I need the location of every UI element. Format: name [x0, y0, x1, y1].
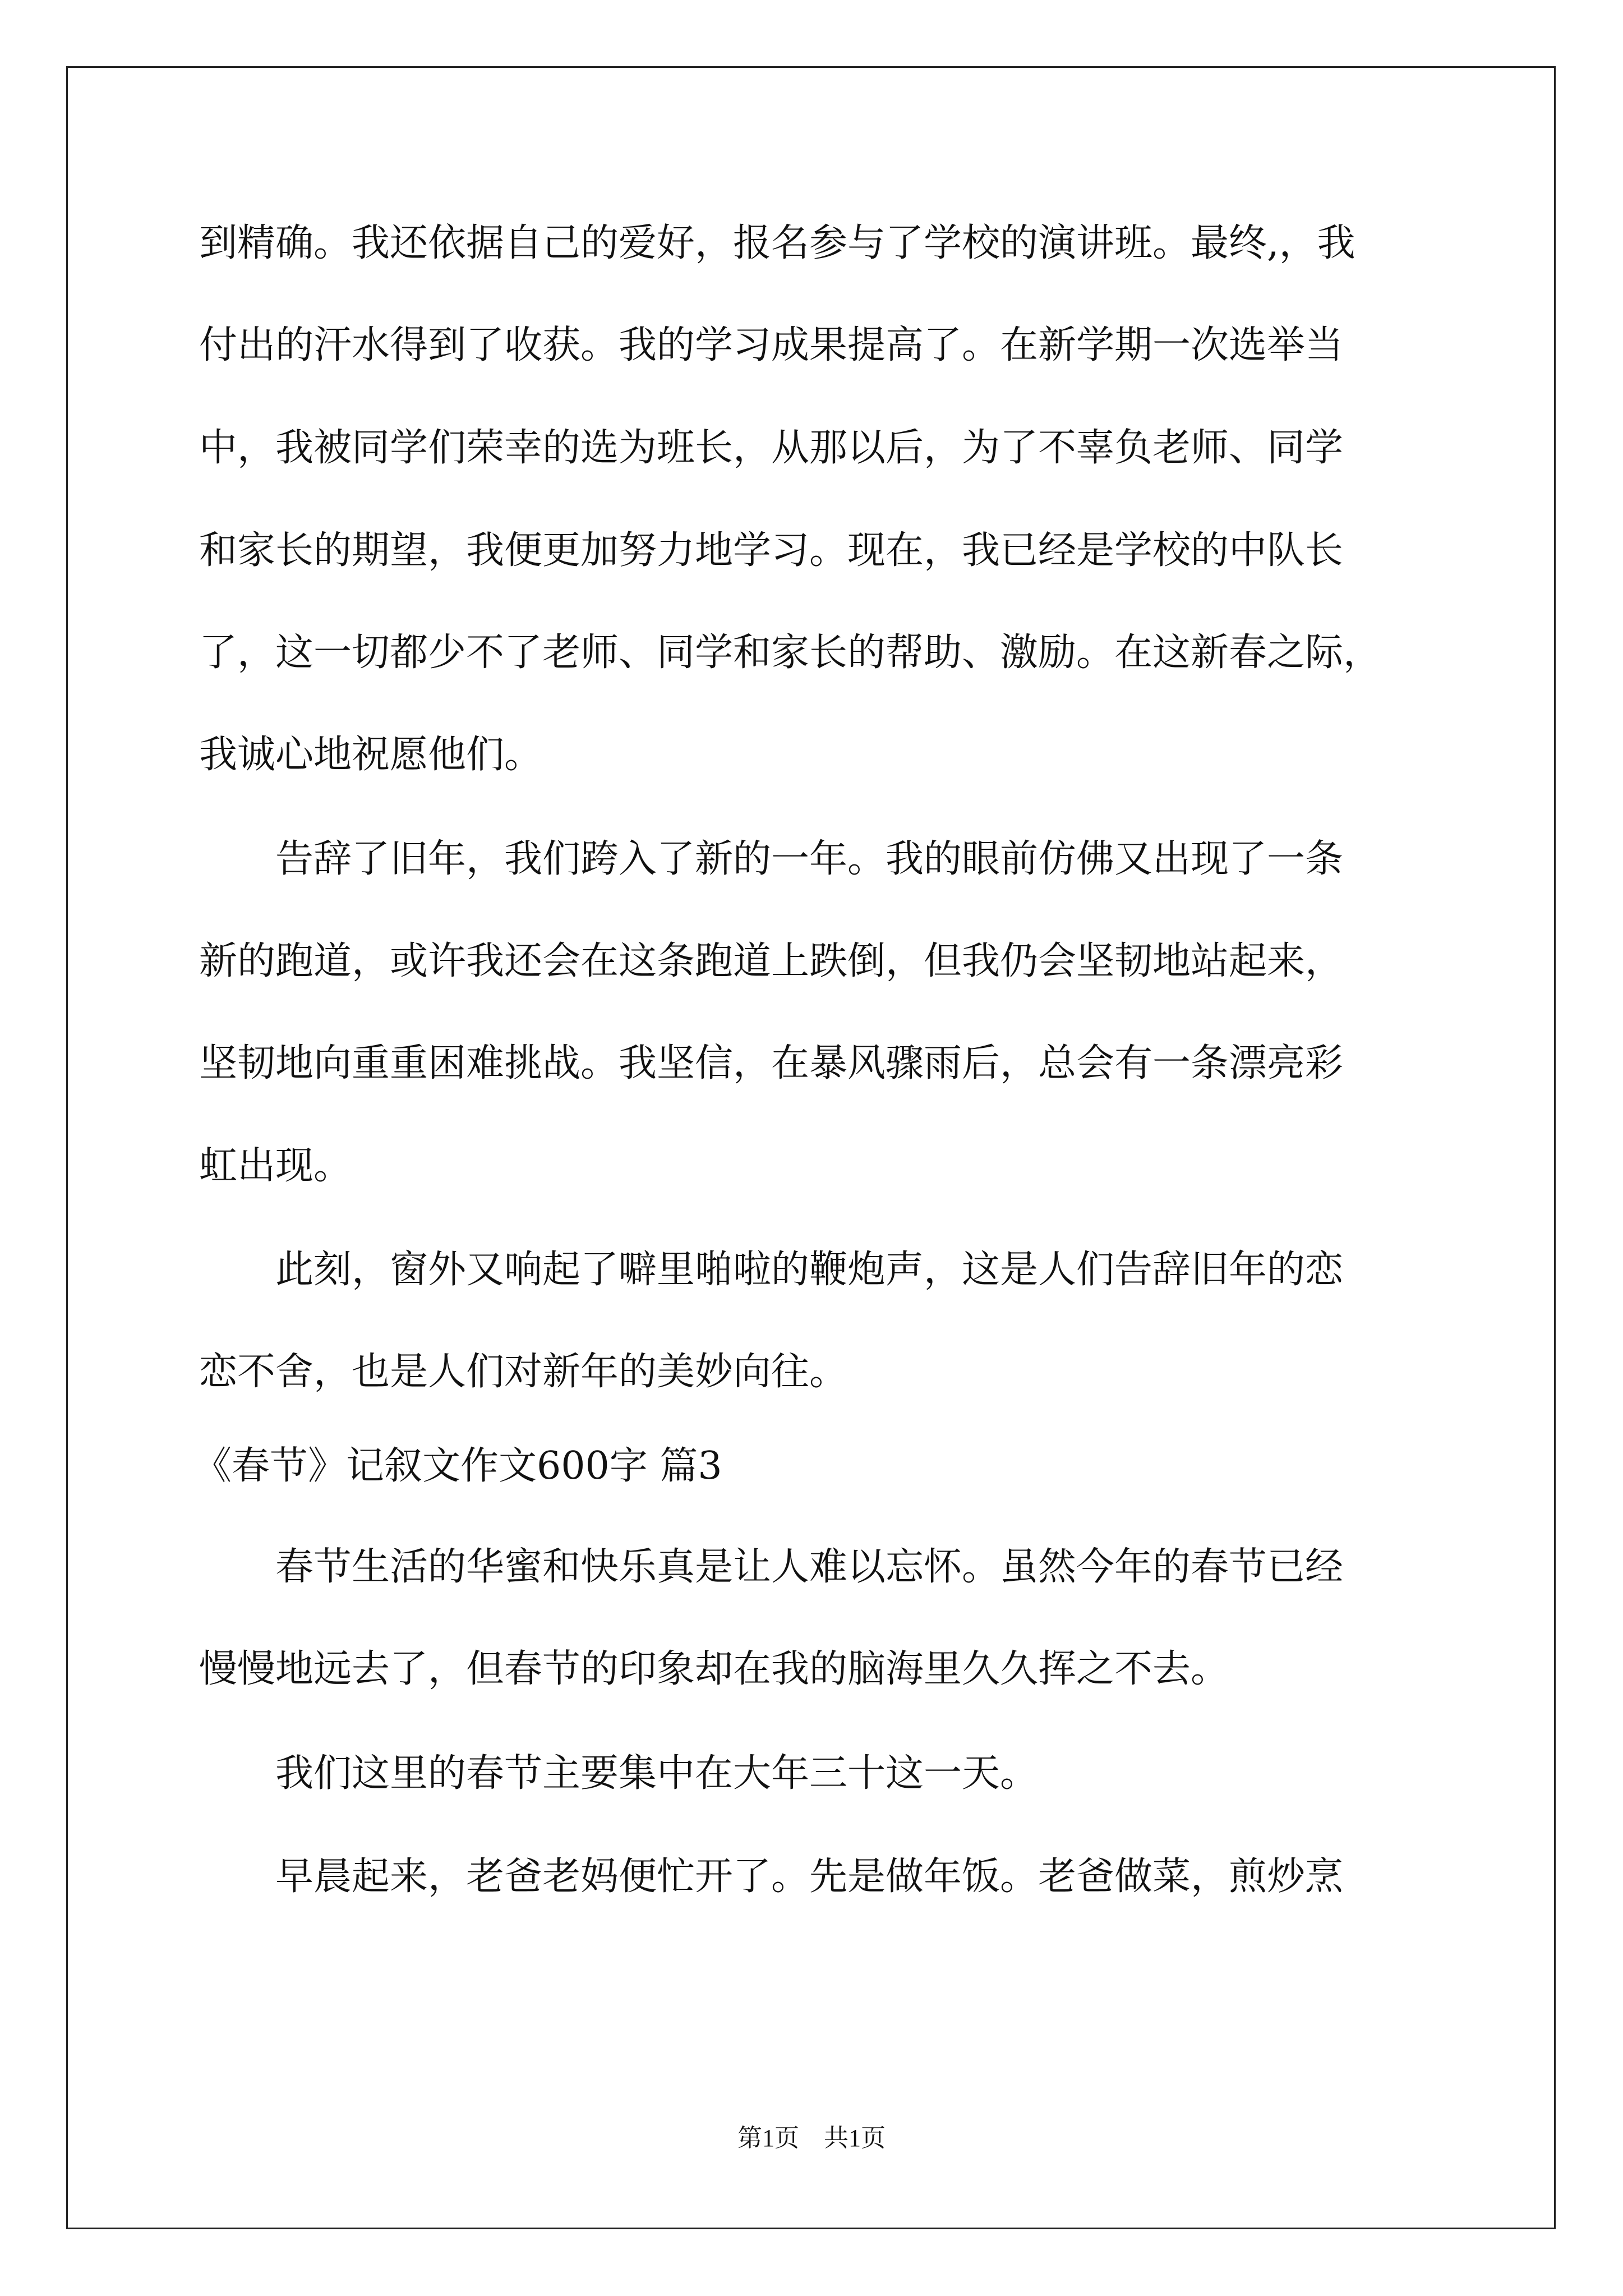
- text-line: 和家长的期望，我便更加努力地学习。现在，我已经是学校的中队长: [199, 528, 1344, 573]
- text-line: 虹出现。: [199, 1144, 352, 1188]
- text-line: 我诚心地祝愿他们。: [199, 733, 543, 777]
- text-line: 慢慢地远去了，但春节的印象却在我的脑海里久久挥之不去。: [199, 1647, 1229, 1691]
- text-line: 恋不舍，也是人们对新年的美妙向往。: [199, 1350, 848, 1394]
- text-line: 中，我被同学们荣幸的选为班长，从那以后，为了不辜负老师、同学: [199, 426, 1344, 470]
- text-line: 春节生活的华蜜和快乐真是让人难以忘怀。虽然今年的春节已经: [199, 1545, 1344, 1589]
- text-line: 早晨起来，老爸老妈便忙开了。先是做年饭。老爸做菜，煎炒烹: [199, 1855, 1344, 1899]
- text-line: 付出的汗水得到了收获。我的学习成果提高了。在新学期一次选举当: [199, 323, 1344, 367]
- text-line: 此刻，窗外又响起了噼里啪啦的鞭炮声，这是人们告辞旧年的恋: [199, 1248, 1344, 1292]
- page-footer: 第1页 共1页: [737, 2124, 886, 2152]
- text-line: 到精确。我还依据自己的爱好，报名参与了学校的演讲班。最终,，我: [199, 221, 1355, 265]
- section-heading: 《春节》记叙文作文600字 篇3: [193, 1444, 722, 1488]
- text-line: 新的跑道，或许我还会在这条跑道上跌倒，但我仍会坚韧地站起来，: [199, 939, 1344, 983]
- text-line: 坚韧地向重重困难挑战。我坚信，在暴风骤雨后，总会有一条漂亮彩: [199, 1041, 1344, 1085]
- text-line: 我们这里的春节主要集中在大年三十这一天。: [199, 1751, 1039, 1796]
- text-line: 了，这一切都少不了老师、同学和家长的帮助、激励。在这新春之际，: [199, 631, 1382, 675]
- text-line: 告辞了旧年，我们跨入了新的一年。我的眼前仿佛又出现了一条: [199, 837, 1344, 881]
